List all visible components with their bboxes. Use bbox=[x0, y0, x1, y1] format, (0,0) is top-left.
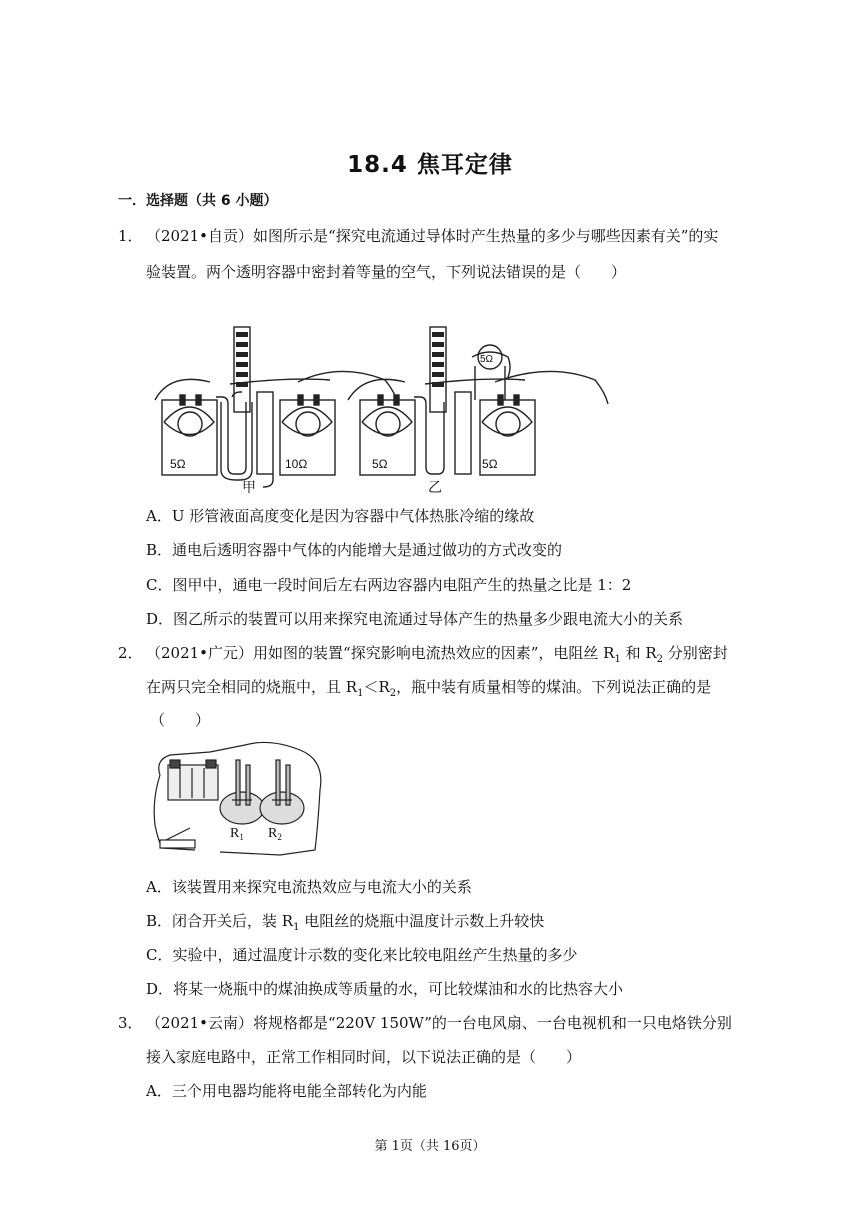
question-3-option-a: A．三个用电器均能将电能全部转化为内能 bbox=[146, 1082, 427, 1100]
question-1-option-d: D．图乙所示的装置可以用来探究电流通过导体产生的热量多少跟电流大小的关系 bbox=[146, 610, 684, 628]
resistor-label-5ohm-left: 5Ω bbox=[170, 457, 186, 471]
flask-label-r2: $R_2$ bbox=[268, 826, 282, 842]
question-1-option-c: C．图甲中，通电一段时间后左右两边容器内电阻产生的热量之比是 1：2 bbox=[146, 576, 632, 594]
resistor-label-10ohm: 10Ω bbox=[285, 457, 308, 471]
question-3-text-line-1: （2021•云南）将规格都是“220V 150W”的一台电风扇、一台电视机和一只电烙铁分别 bbox=[146, 1014, 732, 1032]
figure-label-jia: 甲 bbox=[242, 479, 256, 495]
question-2-figure bbox=[150, 740, 340, 865]
resistor-label-5ohm-middle: 5Ω bbox=[372, 457, 388, 471]
question-2-text-line-1: （2021•广元）用如图的装置“探究影响电流热效应的因素”，电阻丝 $R_1$ 和 $R_2$ 分别密封 bbox=[146, 644, 728, 665]
question-1-number: 1． bbox=[118, 227, 143, 245]
question-3-number: 3． bbox=[118, 1014, 143, 1032]
page-footer: 第 1页（共 16页） bbox=[374, 1139, 486, 1154]
question-2-text-line-2: 在两只完全相同的烧瓶中，且 $R_1<R_2$，瓶中装有质量相等的煤油。下列说法正确的是 bbox=[146, 678, 712, 699]
question-2-text-line-3: （ ） bbox=[150, 711, 211, 729]
flask-label-r1: $R_1$ bbox=[230, 826, 244, 842]
question-2-option-a: A．该装置用来探究电流热效应与电流大小的关系 bbox=[146, 878, 472, 896]
page-title: 18.4 焦耳定律 bbox=[347, 152, 513, 178]
question-1-text-line-2: 验装置。两个透明容器中密封着等量的空气，下列说法错误的是（ ） bbox=[146, 263, 627, 281]
figure-label-yi: 乙 bbox=[428, 479, 442, 495]
resistor-label-5ohm-right: 5Ω bbox=[482, 457, 498, 471]
resistor-label-5ohm-external: 5Ω bbox=[480, 354, 494, 365]
question-2-option-c: C．实验中，通过温度计示数的变化来比较电阻丝产生热量的多少 bbox=[146, 946, 578, 964]
question-1-text-line-1: （2021•自贡）如图所示是“探究电流通过导体时产生热量的多少与哪些因素有关”的实 bbox=[146, 227, 719, 245]
question-1-figure bbox=[150, 322, 650, 495]
question-2-option-d: D．将某一烧瓶中的煤油换成等质量的水，可比较煤油和水的比热容大小 bbox=[146, 980, 624, 998]
question-2-number: 2． bbox=[118, 644, 143, 662]
question-1-option-b: B．通电后透明容器中气体的内能增大是通过做功的方式改变的 bbox=[146, 541, 563, 559]
question-3-text-line-2: 接入家庭电路中，正常工作相同时间，以下说法正确的是（ ） bbox=[146, 1048, 582, 1066]
question-2-option-b: B．闭合开关后，装 $R_1$ 电阻丝的烧瓶中温度计示数上升较快 bbox=[146, 912, 545, 933]
question-1-option-a: A．U 形管液面高度变化是因为容器中气体热胀冷缩的缘故 bbox=[146, 507, 535, 525]
section-heading: 一．选择题（共 6 小题） bbox=[118, 193, 278, 209]
